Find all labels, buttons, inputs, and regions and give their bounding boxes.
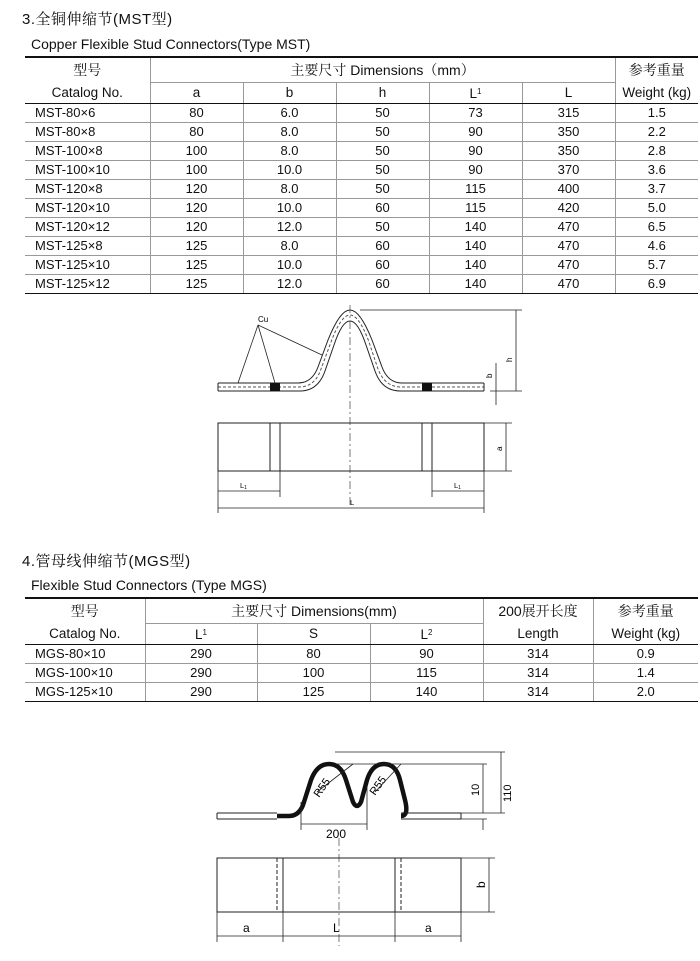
mst-cell: 470 [522, 237, 615, 256]
mst-header-model-cn: 型号 [25, 57, 150, 83]
mst-cell: 470 [522, 218, 615, 237]
mst-cell: 315 [522, 104, 615, 123]
mst-cell: 50 [336, 180, 429, 199]
mgs-dim-10: 10 [470, 783, 482, 796]
mgs-header-catalog: Catalog No. [25, 624, 145, 645]
mst-row [25, 237, 698, 256]
mst-cell: 73 [429, 104, 522, 123]
section4-subtitle: Flexible Stud Connectors (Type MGS) [31, 577, 267, 593]
mst-cell: 60 [336, 237, 429, 256]
mst-cell: MST-125×12 [25, 275, 150, 294]
mst-col-h: h [336, 83, 429, 104]
mgs-col-l2: $L^2$ [370, 624, 483, 645]
mst-row [25, 199, 698, 218]
mgs-cell: 0.9 [593, 645, 698, 664]
mgs-cell: 314 [483, 683, 593, 702]
mst-col-l1: $L^1$ [429, 83, 522, 104]
mst-cell: 5.0 [615, 199, 698, 218]
mst-cell: 60 [336, 275, 429, 294]
mst-row [25, 218, 698, 237]
mgs-col-l1: $L^1$ [145, 624, 257, 645]
mst-drawing [200, 305, 540, 520]
mgs-cell: 80 [257, 645, 370, 664]
mgs-dim-l: L [333, 921, 340, 935]
mgs-radius-right: R55 [367, 774, 390, 798]
mgs-cell: 290 [145, 645, 257, 664]
mgs-dim-200: 200 [326, 827, 347, 841]
mst-row [25, 142, 698, 161]
mst-cell: 420 [522, 199, 615, 218]
mst-cell: 10.0 [243, 161, 336, 180]
mst-row [25, 104, 698, 123]
mgs-spec-table [25, 597, 698, 702]
mst-cell: 370 [522, 161, 615, 180]
mgs-col-s: S [257, 624, 370, 645]
mst-cell: 115 [429, 199, 522, 218]
mgs-cell: 100 [257, 664, 370, 683]
mst-cell: MST-100×10 [25, 161, 150, 180]
mst-dim-h: h [505, 357, 514, 362]
mst-cell: 50 [336, 218, 429, 237]
mst-cell: 470 [522, 256, 615, 275]
mst-dim-l1-right: L1 [454, 481, 461, 491]
mgs-cell: MGS-100×10 [25, 664, 145, 683]
mgs-row [25, 683, 698, 702]
mst-cell: 6.0 [243, 104, 336, 123]
mst-cell: 125 [150, 237, 243, 256]
mst-cell: 100 [150, 161, 243, 180]
mst-header-weight-cn: 参考重量 [615, 57, 698, 83]
mst-row [25, 123, 698, 142]
mgs-cell: 140 [370, 683, 483, 702]
mst-cell: 120 [150, 180, 243, 199]
mst-cell: 350 [522, 142, 615, 161]
mst-dim-l: L [350, 498, 355, 507]
mst-cell: MST-120×12 [25, 218, 150, 237]
mst-cell: 2.2 [615, 123, 698, 142]
section3-subtitle: Copper Flexible Stud Connectors(Type MST) [31, 36, 311, 52]
mgs-cell: 314 [483, 645, 593, 664]
mgs-dim-b: b [474, 881, 488, 888]
mgs-row [25, 664, 698, 683]
mst-cell: 90 [429, 161, 522, 180]
mst-cell: MST-125×10 [25, 256, 150, 275]
mst-cell: MST-125×8 [25, 237, 150, 256]
mst-cell: 2.8 [615, 142, 698, 161]
mgs-dim-110: 110 [502, 784, 514, 802]
mst-cell: 3.7 [615, 180, 698, 199]
mst-cell: 8.0 [243, 123, 336, 142]
mst-material-label: Cu [258, 315, 269, 324]
mst-cell: 50 [336, 123, 429, 142]
mst-cell: 80 [150, 104, 243, 123]
mgs-cell: MGS-125×10 [25, 683, 145, 702]
mst-cell: 80 [150, 123, 243, 142]
mst-cell: MST-120×8 [25, 180, 150, 199]
mgs-header-length-cn: 200展开长度 [483, 598, 593, 624]
mst-cell: 8.0 [243, 180, 336, 199]
mgs-dim-a-left: a [243, 921, 250, 935]
mst-cell: MST-100×8 [25, 142, 150, 161]
mst-cell: 90 [429, 142, 522, 161]
mst-spec-table [25, 56, 698, 294]
mst-cell: 10.0 [243, 256, 336, 275]
mst-dim-a: a [495, 446, 504, 451]
mst-row [25, 180, 698, 199]
mst-cell: 6.9 [615, 275, 698, 294]
mst-col-l: L [522, 83, 615, 104]
mst-cell: 8.0 [243, 142, 336, 161]
mgs-header-model-cn: 型号 [25, 598, 145, 624]
mst-header-dims-cn: 主要尺寸 Dimensions（mm） [150, 57, 615, 83]
mst-cell: 5.7 [615, 256, 698, 275]
mst-cell: 8.0 [243, 237, 336, 256]
mgs-cell: 2.0 [593, 683, 698, 702]
mst-cell: 120 [150, 218, 243, 237]
mst-cell: 115 [429, 180, 522, 199]
mst-header-weight: Weight (kg) [615, 83, 698, 104]
mgs-cell: 1.4 [593, 664, 698, 683]
mst-cell: 1.5 [615, 104, 698, 123]
mgs-header-weight: Weight (kg) [593, 624, 698, 645]
mst-cell: 120 [150, 199, 243, 218]
mst-cell: 350 [522, 123, 615, 142]
mgs-cell: 125 [257, 683, 370, 702]
mst-row [25, 161, 698, 180]
mgs-cell: 290 [145, 664, 257, 683]
mst-row [25, 256, 698, 275]
mst-cell: 6.5 [615, 218, 698, 237]
mst-header-catalog: Catalog No. [25, 83, 150, 104]
mst-cell: 470 [522, 275, 615, 294]
mst-cell: MST-120×10 [25, 199, 150, 218]
mst-dim-l1-left: L1 [240, 481, 247, 491]
mst-cell: 90 [429, 123, 522, 142]
mgs-cell: MGS-80×10 [25, 645, 145, 664]
mst-cell: 50 [336, 161, 429, 180]
mst-cell: 12.0 [243, 218, 336, 237]
mst-cell: 50 [336, 104, 429, 123]
mst-row [25, 275, 698, 294]
mgs-cell: 290 [145, 683, 257, 702]
mst-cell: 60 [336, 256, 429, 275]
mst-cell: 400 [522, 180, 615, 199]
mst-cell: 3.6 [615, 161, 698, 180]
mgs-dim-a-right: a [425, 921, 432, 935]
section4-heading: 4.管母线伸缩节(MGS型) [22, 553, 191, 570]
mst-col-b: b [243, 83, 336, 104]
mst-cell: MST-80×8 [25, 123, 150, 142]
mst-cell: 140 [429, 275, 522, 294]
mst-cell: 125 [150, 275, 243, 294]
mgs-cell: 314 [483, 664, 593, 683]
mst-cell: 50 [336, 142, 429, 161]
mgs-radius-left: R55 [311, 776, 334, 800]
section3-heading: 3.全铜伸缩节(MST型) [22, 11, 173, 28]
mst-cell: 140 [429, 218, 522, 237]
mst-cell: 4.6 [615, 237, 698, 256]
mst-cell: 140 [429, 256, 522, 275]
mgs-cell: 115 [370, 664, 483, 683]
mst-dim-b: b [485, 373, 494, 378]
mst-cell: 10.0 [243, 199, 336, 218]
mst-cell: 140 [429, 237, 522, 256]
mst-cell: 60 [336, 199, 429, 218]
mst-cell: 12.0 [243, 275, 336, 294]
mst-cell: MST-80×6 [25, 104, 150, 123]
mgs-cell: 90 [370, 645, 483, 664]
mgs-header-length: Length [483, 624, 593, 645]
mgs-drawing [205, 750, 535, 950]
mst-cell: 100 [150, 142, 243, 161]
mgs-row [25, 645, 698, 664]
mst-col-a: a [150, 83, 243, 104]
mgs-header-weight-cn: 参考重量 [593, 598, 698, 624]
mst-cell: 125 [150, 256, 243, 275]
mgs-header-dims-cn: 主要尺寸 Dimensions(mm) [145, 598, 483, 624]
